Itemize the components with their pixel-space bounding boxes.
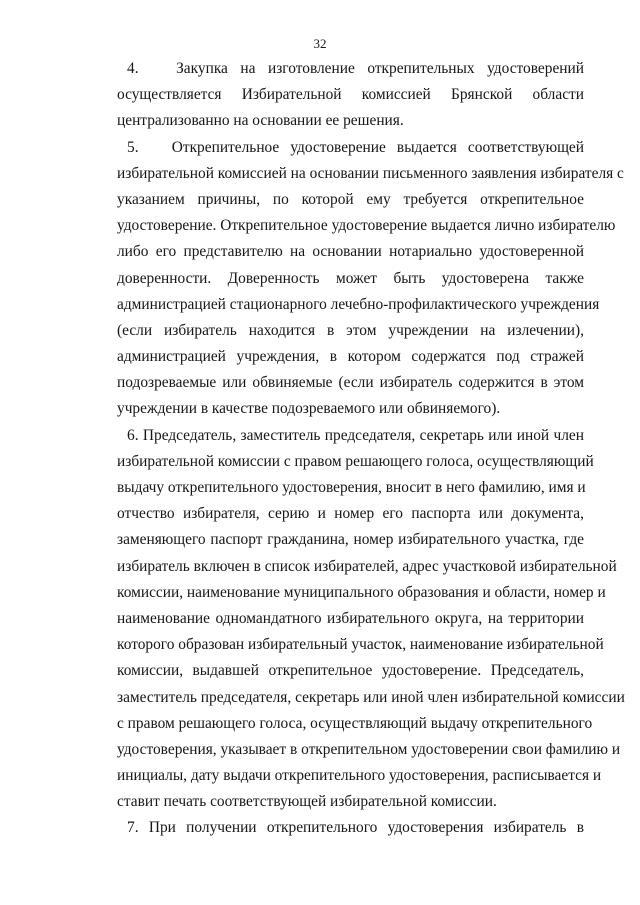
text-line: указанием причины, по которой ему требуется открепительное: [117, 190, 584, 208]
text-line: подозреваемые или обвиняемые (если избиратель содержится в этом: [117, 374, 584, 392]
paragraph-container: [117, 56, 625, 842]
text-line: с правом решающего голоса, осуществляющий выдачу открепительного: [117, 714, 593, 732]
page-number: 32: [313, 36, 327, 51]
text-line: комиссии, наименование муниципального образования и области, номер и: [117, 583, 606, 601]
text-line: заменяющего паспорт гражданина, номер избирательного участка, где: [117, 531, 584, 549]
text-line: заместитель председателя, секретарь или иной член избирательной комиссии: [117, 688, 625, 706]
text-line: администрацией учреждения, в котором содержатся под стражей: [117, 348, 584, 366]
text-line: отчество избирателя, серию и номер его паспорта или документа,: [117, 505, 584, 523]
text-line: администрацией стационарного лечебно-профилактического учреждения: [117, 295, 600, 313]
paragraph-5: [117, 135, 624, 423]
text-line: централизованно на основании ее решения.: [117, 112, 404, 130]
text-line: (если избиратель находится в этом учреждении на излечении),: [117, 321, 584, 339]
text-line: наименование одномандатного избирательного округа, на территории: [117, 609, 584, 627]
text-line: осуществляется Избирательной комиссией Брянской области: [117, 86, 584, 104]
text-line: 6. Председатель, заместитель председателя, секретарь или иной член: [127, 426, 584, 444]
text-line: комиссии, выдавшей открепительное удостоверение. Председатель,: [117, 662, 584, 680]
document-body: [117, 56, 625, 842]
text-line: учреждении в качестве подозреваемого или обвиняемого).: [117, 400, 501, 418]
paragraph-4: [117, 56, 584, 135]
text-line: выдачу открепительного удостоверения, вносит в него фамилию, имя и: [117, 479, 586, 496]
text-line: 7. При получении открепительного удостоверения избиратель в: [127, 819, 584, 837]
text-line: удостоверения, указывает в открепительном удостоверении свои фамилию и: [117, 740, 621, 758]
text-line: избирательной комиссией на основании письменного заявления избирателя с: [117, 164, 624, 182]
paragraph-6: [117, 423, 625, 816]
text-line: доверенности. Доверенность может быть удостоверена также: [117, 269, 584, 287]
text-line: ставит печать соответствующей избирательной комиссии.: [117, 793, 497, 811]
text-line: либо его представителю на основании нотариально удостоверенной: [117, 243, 584, 261]
text-line: избиратель включен в список избирателей, адрес участковой избирательной: [117, 557, 617, 575]
text-line: удостоверение. Открепительное удостоверение выдается лично избирателю: [117, 217, 616, 235]
text-line: которого образован избирательный участок, наименование избирательной: [117, 636, 604, 654]
paragraph-7: [117, 815, 584, 841]
text-line: 4. Закупка на изготовление открепительных удостоверений: [127, 60, 584, 77]
text-line: избирательной комиссии с правом решающего голоса, осуществляющий: [117, 452, 594, 470]
text-line: 5. Открепительное удостоверение выдается соответствующей: [127, 138, 584, 156]
text-line: инициалы, дату выдачи открепительного удостоверения, расписывается и: [117, 767, 602, 785]
